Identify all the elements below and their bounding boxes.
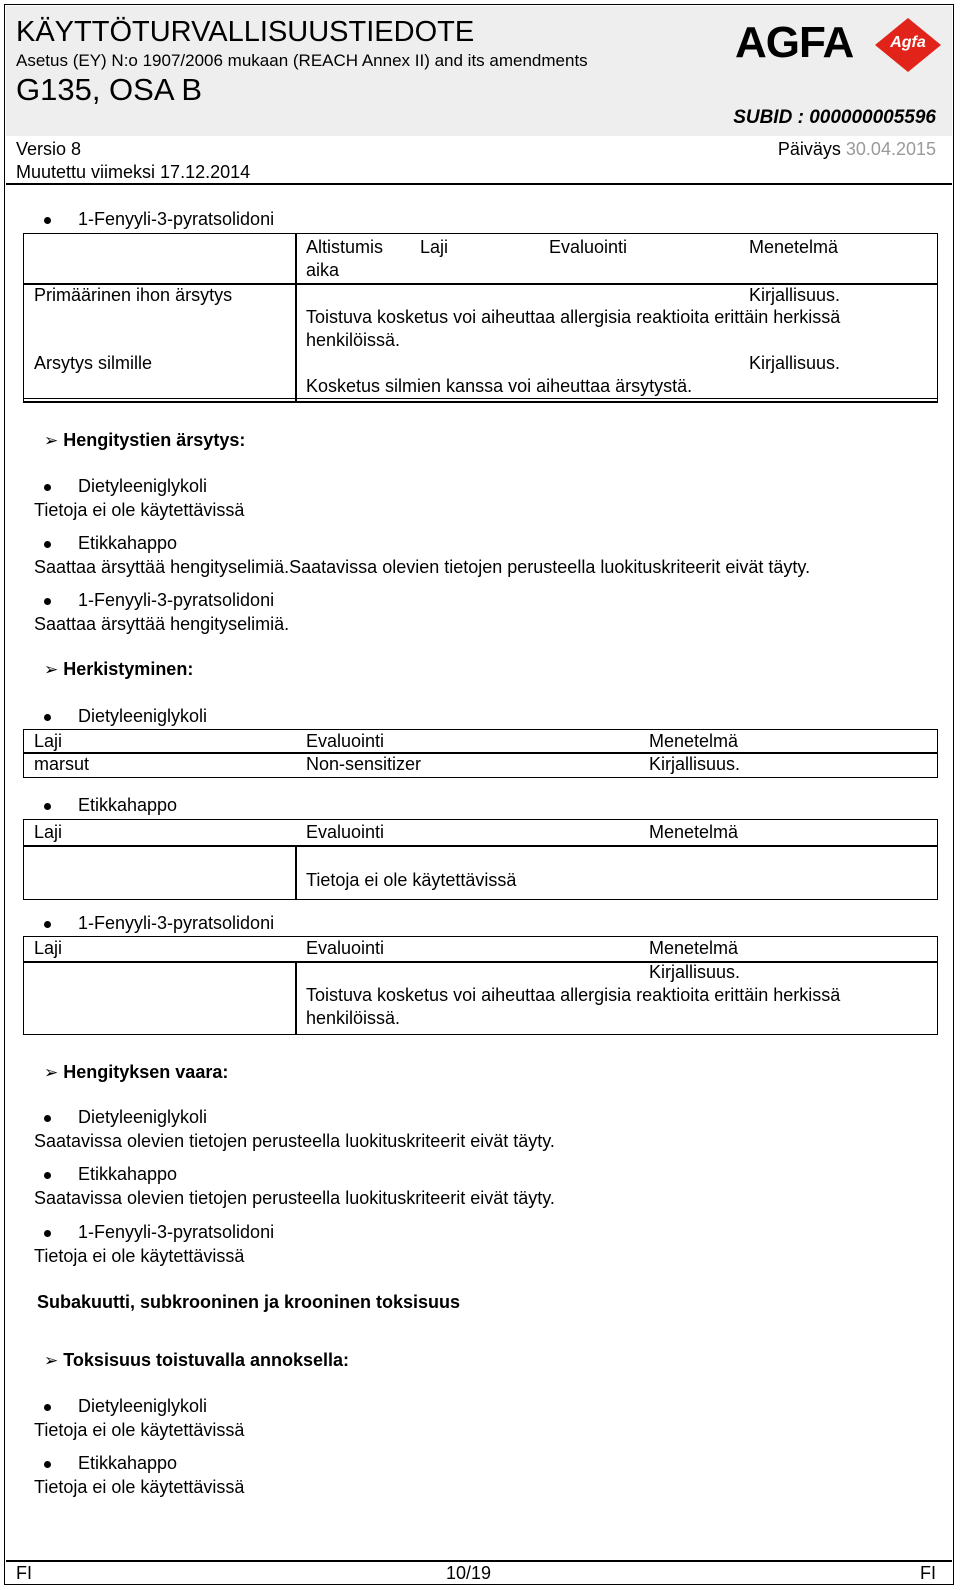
- sens3-note-2: henkilöissä.: [306, 1008, 401, 1028]
- sens-substance-1: Dietyleeniglykoli: [78, 706, 208, 726]
- sens3-note-1: Toistuva kosketus voi aiheuttaa allergisia reaktioita erittäin herkissä: [306, 985, 841, 1005]
- irritation-header-evaluation: Evaluointi: [549, 237, 628, 257]
- irritation-substance: 1-Fenyyli-3-pyratsolidoni: [78, 209, 275, 229]
- footer-right: FI: [920, 1563, 936, 1583]
- aspiration-text-1: Saatavissa olevien tietojen perusteella luokituskriteerit eivät täyty.: [34, 1131, 555, 1151]
- subacute-substance-1: Dietyleeniglykoli: [78, 1396, 208, 1416]
- irritation-col-divider: [295, 233, 297, 403]
- agfa-wordmark: AGFA: [735, 18, 854, 67]
- document-title: KÄYTTÖTURVALLISUUSTIEDOTE: [16, 16, 475, 48]
- sens-table-1: [23, 729, 938, 778]
- sens2-evaluation: Tietoja ei ole käytettävissä: [306, 870, 517, 890]
- arrow-icon: ➢: [44, 660, 59, 679]
- footer-divider: [6, 1560, 952, 1562]
- version: Versio 8: [16, 139, 82, 159]
- arrow-icon: ➢: [44, 1351, 59, 1370]
- revised-date: Muutettu viimeksi 17.12.2014: [16, 162, 251, 182]
- sensitization-heading: [44, 659, 193, 680]
- sens3-col-method: Menetelmä: [649, 938, 739, 958]
- sens1-col-species: Laji: [34, 731, 63, 751]
- sensitization-heading-text: Herkistyminen:: [63, 659, 194, 679]
- irritation-row2-note: Kosketus silmien kanssa voi aiheuttaa ärsytystä.: [306, 376, 693, 396]
- irritation-header-method: Menetelmä: [749, 237, 839, 257]
- irritation-row1-note-2: henkilöissä.: [306, 330, 401, 350]
- subacute-text-1: Tietoja ei ole käytettävissä: [34, 1420, 245, 1440]
- subacute-subheading-text: Toksisuus toistuvalla annoksella:: [63, 1350, 350, 1370]
- sens3-col-evaluation: Evaluointi: [306, 938, 385, 958]
- footer-left: FI: [16, 1563, 32, 1583]
- sens-table-2-divider: [23, 845, 938, 847]
- aspiration-substance-3: 1-Fenyyli-3-pyratsolidoni: [78, 1222, 275, 1242]
- respiratory-substance-2: Etikkahappo: [78, 533, 178, 553]
- respiratory-heading-text: Hengitystien ärsytys:: [63, 430, 246, 450]
- sens1-evaluation: Non-sensitizer: [306, 754, 422, 774]
- agfa-logo: [735, 16, 945, 74]
- irritation-header-exposure-2: aika: [306, 260, 340, 280]
- date-value: 30.04.2015: [845, 139, 936, 159]
- subacute-heading: Subakuutti, subkrooninen ja krooninen toksisuus: [37, 1292, 461, 1312]
- sens-substance-3: 1-Fenyyli-3-pyratsolidoni: [78, 913, 275, 933]
- page-number: 10/19: [446, 1563, 492, 1583]
- arrow-icon: ➢: [44, 1063, 59, 1082]
- sens3-method: Kirjallisuus.: [649, 962, 741, 982]
- sens2-col-method: Menetelmä: [649, 822, 739, 842]
- irritation-header-species: Laji: [420, 237, 449, 257]
- sens-table-2-col-divider: [295, 845, 297, 900]
- aspiration-heading: [44, 1062, 228, 1083]
- irritation-row2-method: Kirjallisuus.: [749, 353, 841, 373]
- subacute-text-2: Tietoja ei ole käytettävissä: [34, 1477, 245, 1497]
- irritation-row1-note-1: Toistuva kosketus voi aiheuttaa allergisia reaktioita erittäin herkissä: [306, 307, 841, 327]
- irritation-row2-label: Arsytys silmille: [34, 353, 153, 373]
- sens2-col-species: Laji: [34, 822, 63, 842]
- sens-table-3-col-divider: [295, 961, 297, 1035]
- sens-table-1-divider: [23, 752, 938, 754]
- header-divider: [6, 183, 952, 185]
- irritation-bottom-rule: [23, 398, 938, 402]
- print-date: [778, 139, 936, 160]
- sens1-species: marsut: [34, 754, 90, 774]
- irritation-header-exposure-1: Altistumis: [306, 237, 384, 257]
- date-label: Päiväys: [777, 139, 841, 159]
- subacute-subheading: [44, 1350, 349, 1371]
- subid: SUBID : 000000005596: [733, 107, 936, 128]
- irritation-row1-label: Primäärinen ihon ärsytys: [34, 285, 233, 305]
- respiratory-text-1: Tietoja ei ole käytettävissä: [34, 500, 245, 520]
- aspiration-text-3: Tietoja ei ole käytettävissä: [34, 1246, 245, 1266]
- sens1-method: Kirjallisuus.: [649, 754, 741, 774]
- respiratory-text-3: Saattaa ärsyttää hengityselimiä.: [34, 614, 290, 634]
- subacute-substance-2: Etikkahappo: [78, 1453, 178, 1473]
- regulation-text: Asetus (EY) N:o 1907/2006 mukaan (REACH Annex II) and its amendments: [16, 51, 588, 70]
- sens2-col-evaluation: Evaluointi: [306, 822, 385, 842]
- respiratory-substance-1: Dietyleeniglykoli: [78, 476, 208, 496]
- aspiration-substance-2: Etikkahappo: [78, 1164, 178, 1184]
- arrow-icon: ➢: [44, 431, 59, 450]
- respiratory-substance-3: 1-Fenyyli-3-pyratsolidoni: [78, 590, 275, 610]
- sens-substance-2: Etikkahappo: [78, 795, 178, 815]
- sens-table-3-divider: [23, 961, 938, 963]
- respiratory-text-2: Saattaa ärsyttää hengityselimiä.Saatavissa olevien tietojen perusteella luokituskriteerit eivät täyty.: [34, 557, 811, 577]
- agfa-rhombus-text: Agfa: [890, 34, 926, 51]
- aspiration-text-2: Saatavissa olevien tietojen perusteella luokituskriteerit eivät täyty.: [34, 1188, 555, 1208]
- irritation-row1-method: Kirjallisuus.: [749, 285, 841, 305]
- aspiration-heading-text: Hengityksen vaara:: [63, 1062, 229, 1082]
- sens1-col-method: Menetelmä: [649, 731, 739, 751]
- respiratory-heading: [44, 430, 245, 451]
- product-name: G135, OSA B: [16, 72, 203, 107]
- sens3-col-species: Laji: [34, 938, 63, 958]
- sens1-col-evaluation: Evaluointi: [306, 731, 385, 751]
- aspiration-substance-1: Dietyleeniglykoli: [78, 1107, 208, 1127]
